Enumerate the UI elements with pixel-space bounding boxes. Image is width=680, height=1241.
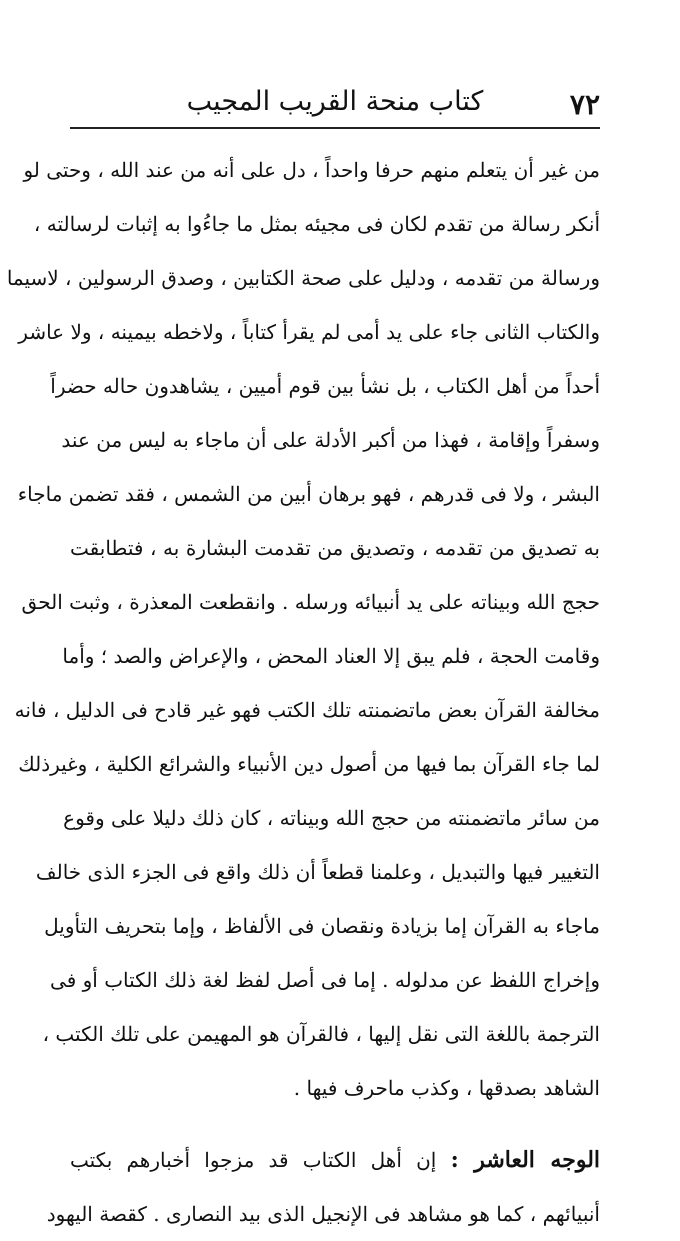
text-line: من غير أن يتعلم منهم حرفا واحداً ، دل على أنه من عند الله ، وحتى لو <box>23 158 600 182</box>
text-line: مخالفة القرآن بعض ماتضمنته تلك الكتب فهو غير قادح فى الدليل ، فانه <box>14 698 600 722</box>
text-line: أنبيائهم ، كما هو مشاهد فى الإنجيل الذى بيد النصارى . كقصة اليهود <box>46 1202 600 1226</box>
page-header <box>70 78 600 124</box>
body-text <box>6 143 601 1241</box>
text-line: حجج الله وبيناته على يد أنبيائه ورسله . وانقطعت المعذرة ، وثبت الحق <box>21 590 600 614</box>
text-line: من سائر ماتضمنته من حجج الله وبيناته ، كان ذلك دليلا على وقوع <box>63 806 600 830</box>
text-line: البشر ، ولا فى قدرهم ، فهو برهان أبين من الشمس ، فقد تضمن ماجاء <box>17 482 600 506</box>
text-line: لما جاء القرآن بما فيها من أصول دين الأنبياء والشرائع الكلية ، وغيرذلك <box>18 752 600 776</box>
text-line: وسفراً وإقامة ، فهذا من أكبر الأدلة على أن ماجاء به ليس من عند <box>61 428 600 452</box>
text-line: أنكر رسالة من تقدم لكان فى مجيئه بمثل ما جاءُوا به إثبات لرسالته ، <box>33 212 600 236</box>
page-number: ٧٢ <box>569 88 600 121</box>
text-line: به تصديق من تقدمه ، وتصديق من تقدمت البشارة به ، فتطابقت <box>70 536 600 560</box>
header-rule <box>70 127 600 129</box>
text-line: أحداً من أهل الكتاب ، بل نشأ بين قوم أميين ، يشاهدون حاله حضراً <box>50 374 600 398</box>
paragraph-2 <box>46 1133 601 1241</box>
text-line: ورسالة من تقدمه ، ودليل على صحة الكتابين ، وصدق الرسولين ، لاسيما <box>6 266 600 290</box>
text-line: الترجمة باللغة التى نقل إليها ، فالقرآن هو المهيمن على تلك الكتب ، <box>42 1022 600 1046</box>
text-line: الشاهد بصدقها ، وكذب ماحرف فيها . <box>293 1076 600 1100</box>
text-line: وقامت الحجة ، فلم يبق إلا العناد المحض ، والإعراض والصد ؛ وأما <box>62 644 600 668</box>
text-line: التغيير فيها والتبديل ، وعلمنا قطعاً أن ذلك واقع فى الجزء الذى خالف <box>35 860 600 884</box>
text-line: ماجاء به القرآن إما بزيادة ونقصان فى الألفاظ ، وإما بتحريف التأويل <box>44 914 600 938</box>
paragraph-1 <box>6 143 600 1115</box>
text-line: وإخراج اللفظ عن مدلوله . إما فى أصل لفظ لغة ذلك الكتاب أو فى <box>50 968 600 992</box>
running-title: كتاب منحة القريب المجيب <box>186 86 484 117</box>
paragraph-gap <box>70 1115 600 1133</box>
text-run: إن أهل الكتاب قد مزجوا أخبارهم بكتب <box>70 1148 437 1172</box>
text-line <box>70 1133 600 1187</box>
section-heading: الوجه العاشر : <box>450 1147 601 1173</box>
text-line: والكتاب الثانى جاء على يد أمى لم يقرأ كتاباً ، ولاخطه بيمينه ، ولا عاشر <box>18 320 600 344</box>
